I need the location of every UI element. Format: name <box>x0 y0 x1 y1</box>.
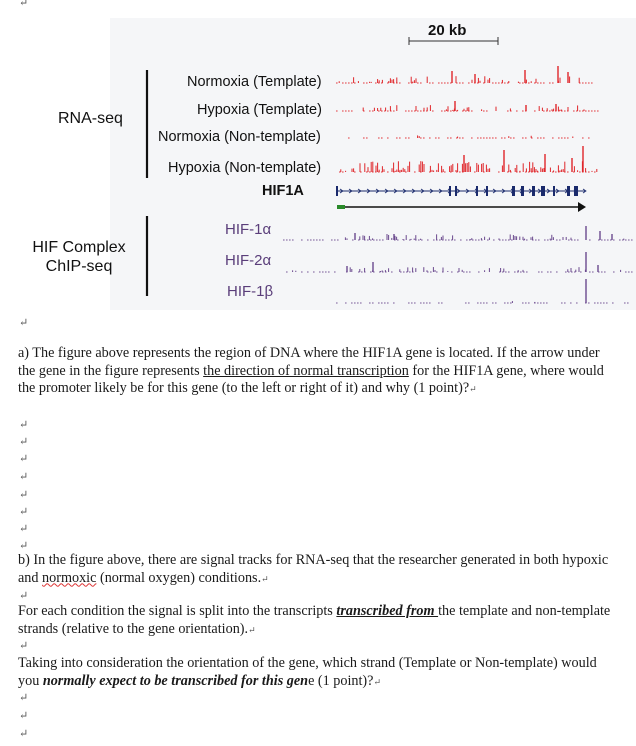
return-mark: ↵ <box>373 676 382 687</box>
paragraph-mark: ↵ <box>19 590 29 602</box>
gene-exon <box>521 186 524 196</box>
paragraph-mark: ↵ <box>19 489 29 501</box>
paragraph-mark: ↵ <box>19 506 29 518</box>
transcription-arrow-head <box>578 202 586 212</box>
paragraph-mark: ↵ <box>19 317 29 329</box>
track-label-normoxia-template: Normoxia (Template) <box>187 74 322 90</box>
return-mark: ↵ <box>469 384 477 394</box>
hif-complex-line2: ChIP-seq <box>45 258 113 275</box>
paragraph-mark: ↵ <box>19 728 29 740</box>
gene-exon <box>541 186 545 196</box>
gene-exon <box>486 186 488 196</box>
track-label-hypoxia-template: Hypoxia (Template) <box>197 102 322 118</box>
gene-exon <box>336 186 338 196</box>
question-b-question <box>18 655 618 691</box>
track-label-hypoxia-nontemplate: Hypoxia (Non-template) <box>168 160 322 176</box>
hif-complex-line1: HIF Complex <box>32 239 126 256</box>
paragraph-mark: ↵ <box>19 453 29 465</box>
track-signals <box>0 0 636 320</box>
paragraph-mark: ↵ <box>19 0 29 9</box>
paragraph-mark: ↵ <box>19 710 29 722</box>
paragraph-mark: ↵ <box>19 523 29 535</box>
question-b-part2-emph: transcribed from <box>336 603 439 619</box>
rna-seq-label: RNA-seq <box>58 110 123 127</box>
paragraph-mark: ↵ <box>19 692 29 704</box>
question-b-strands <box>18 603 618 639</box>
question-b-part2-after: the template and non-template strands (relative to the gene orientation). <box>18 603 611 637</box>
question-b-part2: For each condition the signal is split into the transcripts <box>18 603 337 619</box>
paragraph-mark: ↵ <box>19 640 29 652</box>
gene-exon <box>455 186 457 196</box>
question-b-part3-emph: normally expect to be transcribed for this gen <box>42 672 309 689</box>
gene-exon <box>532 186 535 196</box>
gene-exon <box>553 186 555 196</box>
chip-label-hif1a: HIF-1α <box>225 221 272 238</box>
question-a-text: a) The figure above represents the region of DNA where the HIF1A gene is located. If the arrow under the gene in the figure represents <box>18 345 600 379</box>
paragraph-mark: ↵ <box>19 436 29 448</box>
gene-exon <box>476 186 478 196</box>
gene-exon <box>574 186 578 196</box>
question-b-part1: b) In the figure above, there are signal tracks for RNA-seq that the researcher generated in both hypoxic and <box>18 552 609 586</box>
question-b-part3-tail: e (1 point)? <box>308 672 374 689</box>
question-a-underlined: the direction of normal transcription <box>203 362 409 379</box>
question-b-part3: Taking into consideration the orientation of the gene, which strand (Template or Non-template) would you <box>18 655 597 689</box>
question-b-intro <box>18 552 618 588</box>
question-b-normoxic: normoxic <box>42 569 97 586</box>
paragraph-mark: ↵ <box>19 540 29 552</box>
gene-exon <box>512 186 515 196</box>
gene-exon <box>449 186 451 196</box>
question-a-text-after: for the HIF1A gene, where would the promoter likely be for this gene (to the left or right of it) and why (1 point)? <box>18 362 604 396</box>
track-label-normoxia-nontemplate: Normoxia (Non-template) <box>158 129 321 145</box>
paragraph-mark: ↵ <box>19 471 29 483</box>
gene-label: HIF1A <box>262 183 304 199</box>
chip-label-hif2a: HIF-2α <box>225 252 272 269</box>
chip-label-hif1b: HIF-1β <box>227 283 274 300</box>
scale-bar-label: 20 kb <box>428 22 467 39</box>
gene-exon <box>567 186 570 196</box>
question-b-part1-after: (normal oxygen) conditions. <box>96 569 262 586</box>
return-mark: ↵ <box>248 624 256 635</box>
genome-browser-figure <box>0 0 636 320</box>
paragraph-mark: ↵ <box>19 419 29 431</box>
return-mark: ↵ <box>261 573 269 584</box>
question-a <box>18 345 618 399</box>
transcription-start-marker <box>337 205 345 209</box>
